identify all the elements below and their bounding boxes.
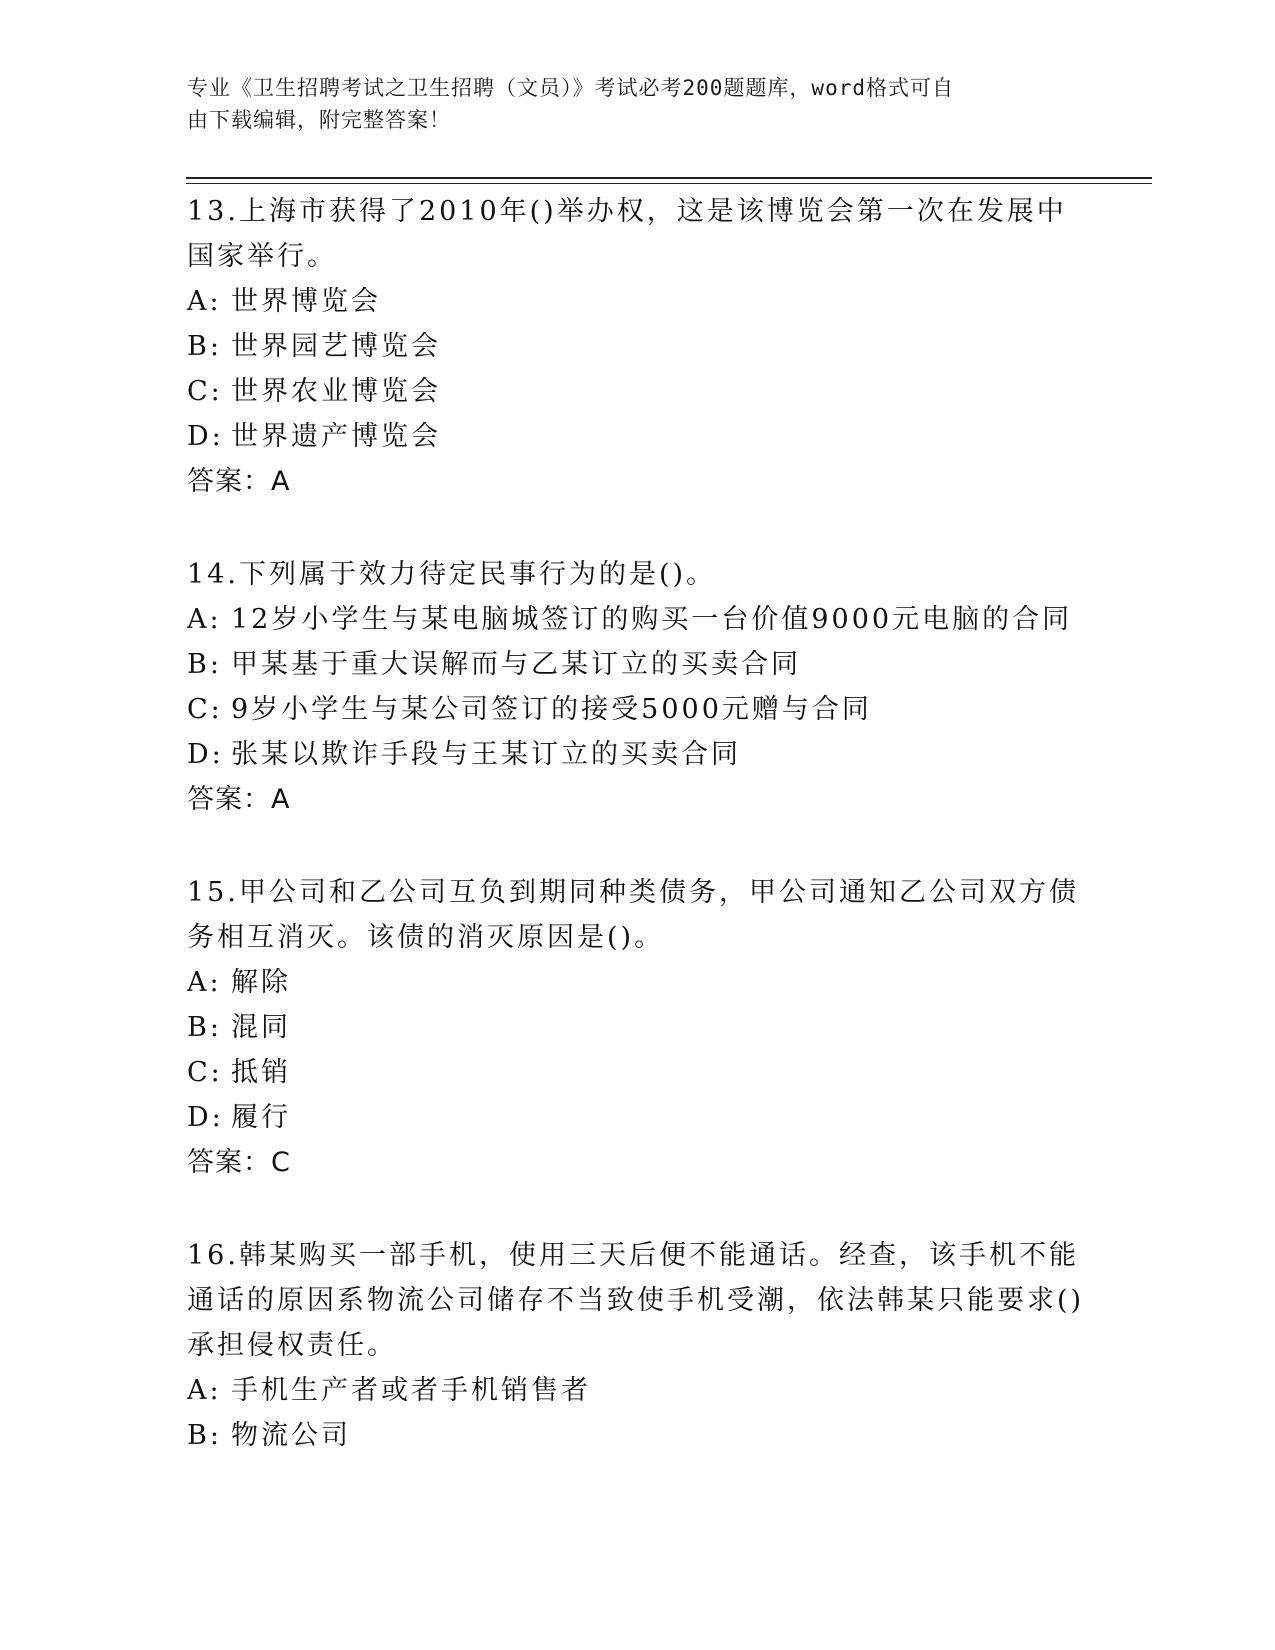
option-text: 12岁小学生与某电脑城签订的购买一台价值9000元电脑的合同 [231,604,1073,635]
option-key: A: [187,604,222,635]
option-text: 世界园艺博览会 [231,331,441,362]
option-text: 世界遗产博览会 [231,421,441,452]
option-key: D: [187,739,224,770]
option-text: 张某以欺诈手段与王某订立的买卖合同 [231,739,741,770]
option-text: 世界博览会 [231,286,381,317]
option-key: C: [187,694,223,725]
option-key: B: [187,1012,222,1043]
option-key: B: [187,331,222,362]
option-c [187,1050,1087,1095]
option-key: B: [187,1420,222,1451]
option-key: A: [187,967,222,998]
option-d [187,414,1087,459]
option-text: 手机生产者或者手机销售者 [231,1375,591,1406]
option-text: 抵销 [231,1057,291,1088]
option-a [187,279,1087,324]
option-b [187,642,1087,687]
option-text: 履行 [231,1102,291,1133]
option-a [187,1368,1087,1413]
option-key: A: [187,286,222,317]
option-b [187,1005,1087,1050]
question-stem: 15.甲公司和乙公司互负到期同种类债务，甲公司通知乙公司双方债务相互消灭。该债的消灭原因是()。 [187,877,1079,953]
option-key: C: [187,1057,223,1088]
option-b [187,1413,1087,1458]
answer-line: 答案：C [187,1147,291,1178]
header-divider-thick [186,177,1152,179]
option-a [187,597,1087,642]
option-c [187,369,1087,414]
header-line-1: 专业《卫生招聘考试之卫生招聘（文员）》考试必考200题题库，word格式可自 [187,76,954,100]
header-divider-thin [186,183,1152,184]
question-stem: 14.下列属于效力待定民事行为的是()。 [187,559,717,590]
option-key: C: [187,376,223,407]
option-text: 混同 [231,1012,291,1043]
option-text: 物流公司 [231,1420,351,1451]
option-d [187,732,1087,777]
option-d [187,1095,1087,1140]
option-key: A: [187,1375,222,1406]
question-stem: 16.韩某购买一部手机，使用三天后便不能通话。经查，该手机不能通话的原因系物流公司储存不当致使手机受潮，依法韩某只能要求()承担侵权责任。 [187,1240,1085,1361]
question-16 [187,1233,1087,1458]
option-text: 解除 [231,967,291,998]
document-header [187,72,1067,136]
option-key: B: [187,649,222,680]
option-b [187,324,1087,369]
question-14 [187,552,1087,822]
option-c [187,687,1087,732]
option-a [187,960,1087,1005]
option-text: 甲某基于重大误解而与乙某订立的买卖合同 [231,649,801,680]
question-list [187,189,1087,1506]
option-key: D: [187,421,224,452]
question-stem: 13.上海市获得了2010年()举办权，这是该博览会第一次在发展中国家举行。 [187,196,1067,272]
option-text: 9岁小学生与某公司签订的接受5000元赠与合同 [231,694,872,725]
header-line-2: 由下载编辑，附完整答案！ [187,108,451,132]
option-text: 世界农业博览会 [231,376,441,407]
answer-line: 答案：A [187,466,291,497]
question-15 [187,870,1087,1185]
option-key: D: [187,1102,224,1133]
answer-line: 答案：A [187,784,291,815]
question-13 [187,189,1087,504]
